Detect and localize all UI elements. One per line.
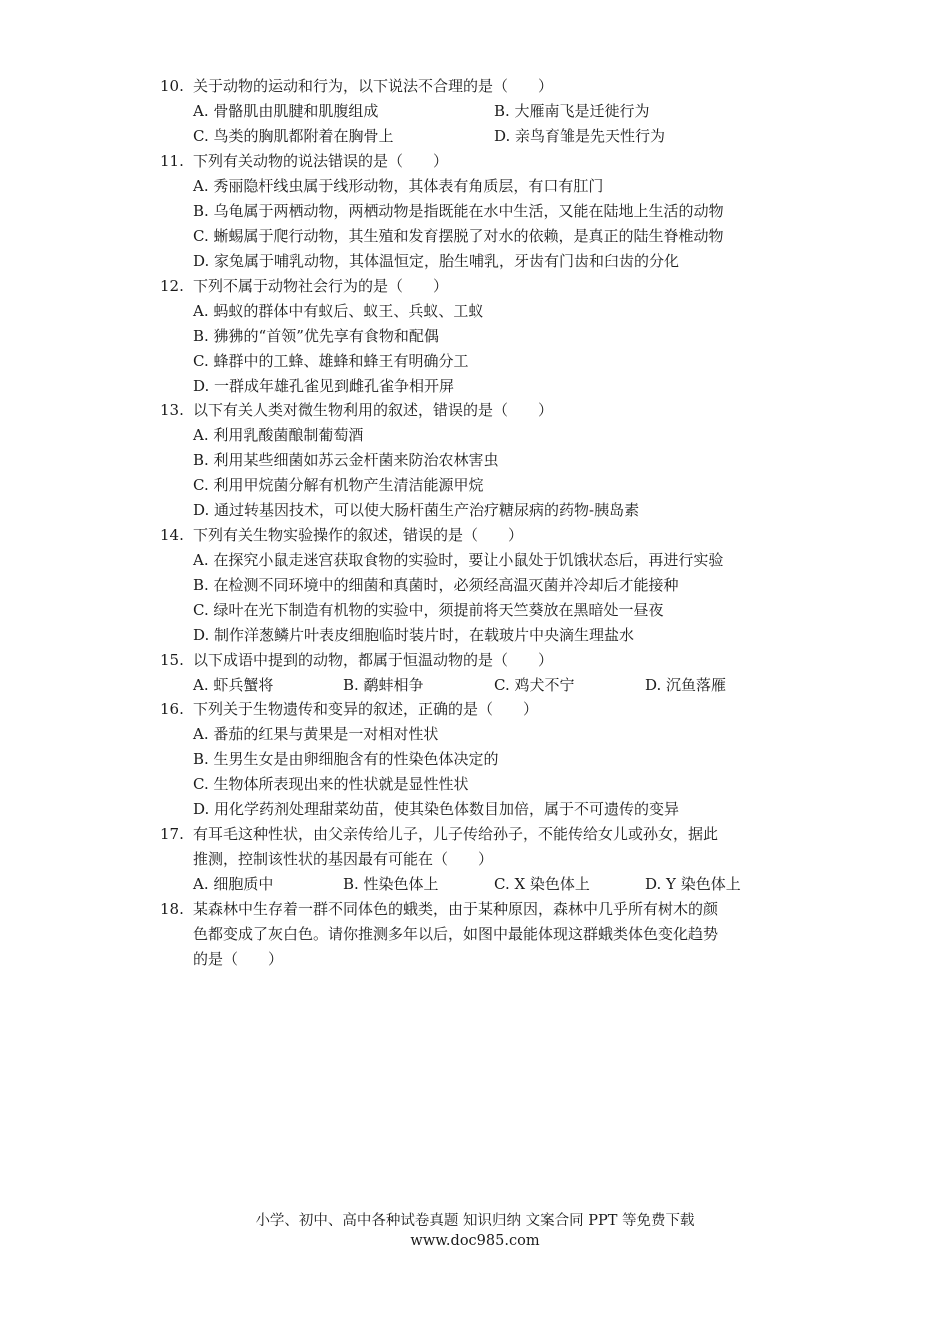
option-a: A. 骨骼肌由肌腱和肌腹组成 — [193, 102, 379, 120]
option-b: B. 狒狒的“首领”优先享有食物和配偶 — [193, 327, 439, 345]
option-b: B. 利用某些细菌如苏云金杆菌来防治农林害虫 — [193, 451, 499, 469]
question-stem: 以下有关人类对微生物利用的叙述，错误的是（ ） — [193, 401, 554, 419]
question-stem-line-2: 推测，控制该性状的基因最有可能在（ ） — [193, 850, 494, 868]
question-stem: 下列关于生物遗传和变异的叙述，正确的是（ ） — [193, 700, 539, 718]
question-stem: 下列有关生物实验操作的叙述，错误的是（ ） — [193, 526, 524, 544]
question-number: 10. — [160, 77, 184, 95]
question-stem-line-3: 的是（ ） — [193, 950, 284, 968]
option-c: C. 鸡犬不宁 — [494, 676, 575, 694]
option-b: B. 性染色体上 — [343, 875, 439, 893]
option-a: A. 细胞质中 — [193, 875, 274, 893]
question-stem: 关于动物的运动和行为，以下说法不合理的是（ ） — [193, 77, 554, 95]
question-number: 12. — [160, 277, 184, 295]
option-d: D. 沉鱼落雁 — [645, 676, 727, 694]
question-number: 15. — [160, 651, 184, 669]
option-d: D. Y 染色体上 — [645, 875, 741, 893]
question-stem: 下列有关动物的说法错误的是（ ） — [193, 152, 449, 170]
question-number: 11. — [160, 152, 184, 170]
question-stem-line-1: 某森林中生存着一群不同体色的蛾类，由于某种原因，森林中几乎所有树木的颜 — [193, 900, 719, 918]
question-number: 18. — [160, 900, 184, 918]
option-b: B. 大雁南飞是迁徙行为 — [494, 102, 650, 120]
option-b: B. 在检测不同环境中的细菌和真菌时，必须经高温灭菌并冷却后才能接种 — [193, 576, 679, 594]
question-stem-line-2: 色都变成了灰白色。请你推测多年以后，如图中最能体现这群蛾类体色变化趋势 — [193, 925, 719, 943]
question-stem: 下列不属于动物社会行为的是（ ） — [193, 277, 449, 295]
option-c: C. 绿叶在光下制造有机物的实验中，须提前将天竺葵放在黑暗处一昼夜 — [193, 601, 664, 619]
question-number: 17. — [160, 825, 184, 843]
option-a: A. 秀丽隐杆线虫属于线形动物，其体表有角质层，有口有肛门 — [193, 177, 604, 195]
option-d: D. 一群成年雄孔雀见到雌孔雀争相开屏 — [193, 377, 455, 395]
option-d: D. 亲鸟育雏是先天性行为 — [494, 127, 666, 145]
option-d: D. 制作洋葱鳞片叶表皮细胞临时装片时，在载玻片中央滴生理盐水 — [193, 626, 635, 644]
question-stem: 以下成语中提到的动物，都属于恒温动物的是（ ） — [193, 651, 554, 669]
option-a: A. 虾兵蟹将 — [193, 676, 274, 694]
question-number: 16. — [160, 700, 184, 718]
option-b: B. 乌龟属于两栖动物，两栖动物是指既能在水中生活，又能在陆地上生活的动物 — [193, 202, 724, 220]
question-number: 13. — [160, 401, 184, 419]
option-a: A. 利用乳酸菌酿制葡萄酒 — [193, 426, 364, 444]
option-c: C. 生物体所表现出来的性状就是显性性状 — [193, 775, 469, 793]
question-stem-line-1: 有耳毛这种性状，由父亲传给儿子，儿子传给孙子，不能传给女儿或孙女，据此 — [193, 825, 719, 843]
option-d: D. 通过转基因技术，可以使大肠杆菌生产治疗糖尿病的药物-胰岛素 — [193, 501, 640, 519]
option-c: C. X 染色体上 — [494, 875, 590, 893]
option-a: A. 蚂蚁的群体中有蚁后、蚁王、兵蚁、工蚁 — [193, 302, 484, 320]
option-c: C. 鸟类的胸肌都附着在胸骨上 — [193, 127, 394, 145]
question-number: 14. — [160, 526, 184, 544]
option-d: D. 家兔属于哺乳动物，其体温恒定，胎生哺乳，牙齿有门齿和臼齿的分化 — [193, 252, 680, 270]
option-a: A. 在探究小鼠走迷宫获取食物的实验时，要让小鼠处于饥饿状态后，再进行实验 — [193, 551, 724, 569]
footer-promo-text: 小学、初中、高中各种试卷真题 知识归纳 文案合同 PPT 等免费下载 — [255, 1213, 695, 1229]
option-c: C. 利用甲烷菌分解有机物产生清洁能源甲烷 — [193, 476, 484, 494]
option-c: C. 蜂群中的工蜂、雄蜂和蜂王有明确分工 — [193, 352, 469, 370]
option-a: A. 番茄的红果与黄果是一对相对性状 — [193, 725, 439, 743]
option-d: D. 用化学药剂处理甜菜幼苗，使其染色体数目加倍，属于不可遗传的变异 — [193, 800, 680, 818]
option-c: C. 蜥蜴属于爬行动物，其生殖和发育摆脱了对水的依赖，是真正的陆生脊椎动物 — [193, 227, 724, 245]
footer-url[interactable]: www.doc985.com — [410, 1233, 540, 1249]
option-b: B. 鹬蚌相争 — [343, 676, 424, 694]
option-b: B. 生男生女是由卵细胞含有的性染色体决定的 — [193, 750, 499, 768]
